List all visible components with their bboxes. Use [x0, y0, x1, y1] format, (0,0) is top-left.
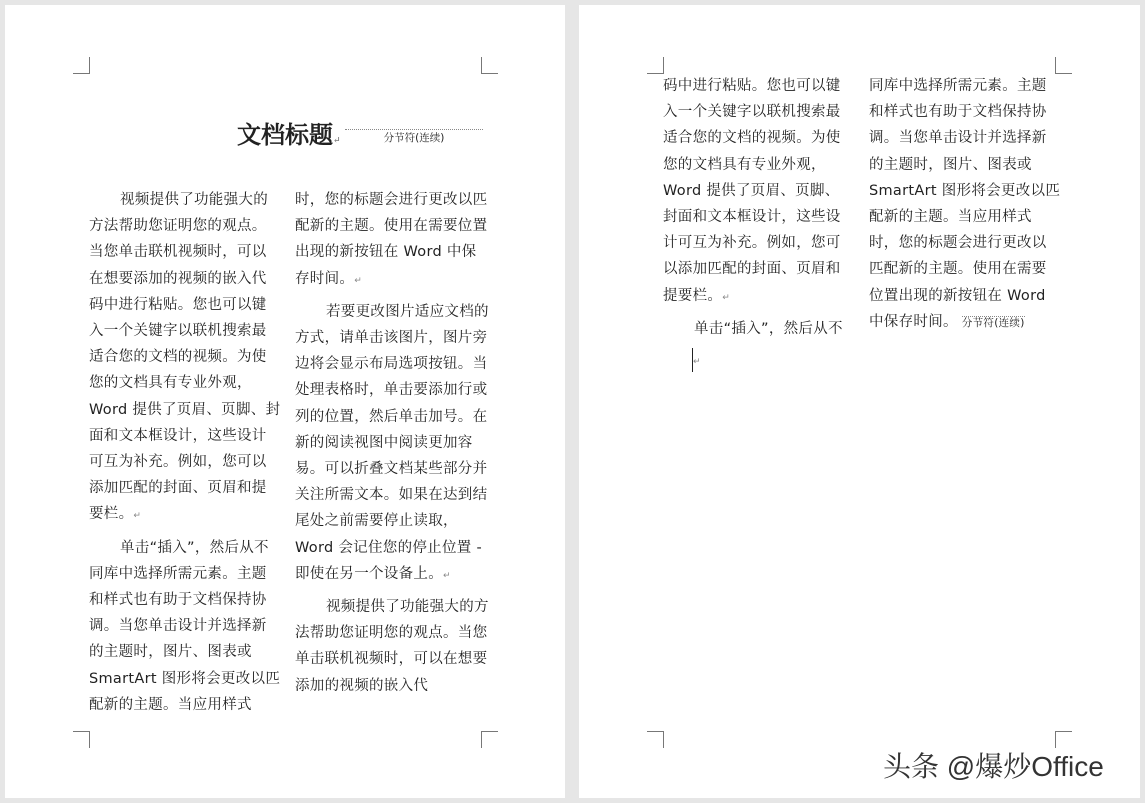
paragraph-text[interactable]: 单击“插入”，然后从不同库中选择所需元素。主题和样式也有助于文档保持协调。当您单击设计并选择新的主题时，图片、图表或 SmartArt 图形将会更改以匹配新的主题。当应用样式 [89, 539, 281, 713]
paragraph-mark: ↵ [443, 570, 451, 581]
page1-column-1[interactable] [89, 187, 281, 723]
paragraph-text[interactable]: 码中进行粘贴。您也可以键入一个关键字以联机搜索最适合您的文档的视频。为使您的文档具有专业外观，Word 提供了页眉、页脚、封面和文本框设计，这些设计可互为补充。例如，您可以添加匹配的封面、页眉和提要栏。 [663, 78, 841, 304]
paragraph[interactable] [663, 73, 853, 311]
page2-column-1[interactable] [663, 73, 853, 380]
paragraph[interactable] [295, 299, 491, 589]
paragraph[interactable] [663, 316, 853, 342]
page1-column-2[interactable] [295, 187, 491, 704]
paragraph-text[interactable]: 视频提供了功能强大的方法帮助您证明您的观点。当您单击联机视频时，可以在想要添加的视频的嵌入代码中进行粘贴。您也可以键入一个关键字以联机搜索最适合您的文档的视频。为使您的文档具有专业外观，Word 提供了页眉、页脚、封面和文本框设计，这些设计可互为补充。例如，您可以添加匹配的封面、页眉和提要栏。 [89, 192, 281, 523]
watermark-text: 头条 @爆炒Office [883, 751, 1104, 782]
paragraph[interactable] [89, 187, 281, 530]
crop-mark-bottom-left [73, 731, 90, 748]
section-break-label: 分节符(连续) [383, 132, 445, 144]
paragraph[interactable] [295, 187, 491, 294]
paragraph[interactable] [89, 535, 281, 718]
paragraph[interactable] [692, 347, 853, 375]
section-break-continuous[interactable]: 分节符(连续) [961, 316, 1025, 329]
section-break-continuous[interactable] [345, 129, 483, 145]
document-title-text[interactable]: 文档标题 [237, 120, 333, 149]
document-page-1[interactable] [5, 5, 565, 798]
page2-column-2[interactable] [869, 73, 1061, 341]
paragraph-mark: ↵ [693, 357, 701, 368]
document-page-2[interactable] [579, 5, 1140, 798]
paragraph-mark: ↵ [722, 292, 731, 303]
crop-mark-top-right [1055, 57, 1072, 74]
paragraph[interactable] [295, 594, 491, 699]
paragraph-text[interactable]: 视频提供了功能强大的方法帮助您证明您的观点。当您单击联机视频时，可以在想要添加的视频的嵌入代 [295, 599, 489, 694]
paragraph-text[interactable]: 时，您的标题会进行更改以匹配新的主题。使用在需要位置出现的新按钮在 Word 中保存时间。 [295, 192, 488, 287]
crop-mark-top-left [73, 57, 90, 74]
crop-mark-top-right [481, 57, 498, 74]
paragraph-text[interactable]: 同库中选择所需元素。主题和样式也有助于文档保持协调。当您单击设计并选择新的主题时，图片、图表或 SmartArt 图形将会更改以匹配新的主题。当应用样式时，您的标题会进行更改以匹配新的主题。使用在需要位置出现的新按钮在 Word 中保存时间。 [869, 78, 1061, 330]
paragraph-text[interactable]: 单击“插入”，然后从不 [694, 320, 843, 337]
paragraph-text[interactable]: 若要更改图片适应文档的方式，请单击该图片，图片旁边将会显示布局选项按钮。当处理表格时，单击要添加行或列的位置，然后单击加号。在新的阅读视图中阅读更加容易。可以折叠文档某些部分并关注所需文本。如果在达到结尾处之前需要停止读取，Word 会记住您的停止位置 - 即使在另一个设备上。 [295, 303, 489, 582]
document-title[interactable] [237, 115, 341, 150]
crop-mark-bottom-right [481, 731, 498, 748]
paragraph-mark: ↵ [354, 275, 363, 286]
paragraph[interactable] [869, 73, 1061, 336]
paragraph-mark: ↵ [333, 136, 341, 146]
paragraph-mark: ↵ [133, 511, 142, 522]
crop-mark-bottom-left [647, 731, 664, 748]
crop-mark-top-left [647, 57, 664, 74]
